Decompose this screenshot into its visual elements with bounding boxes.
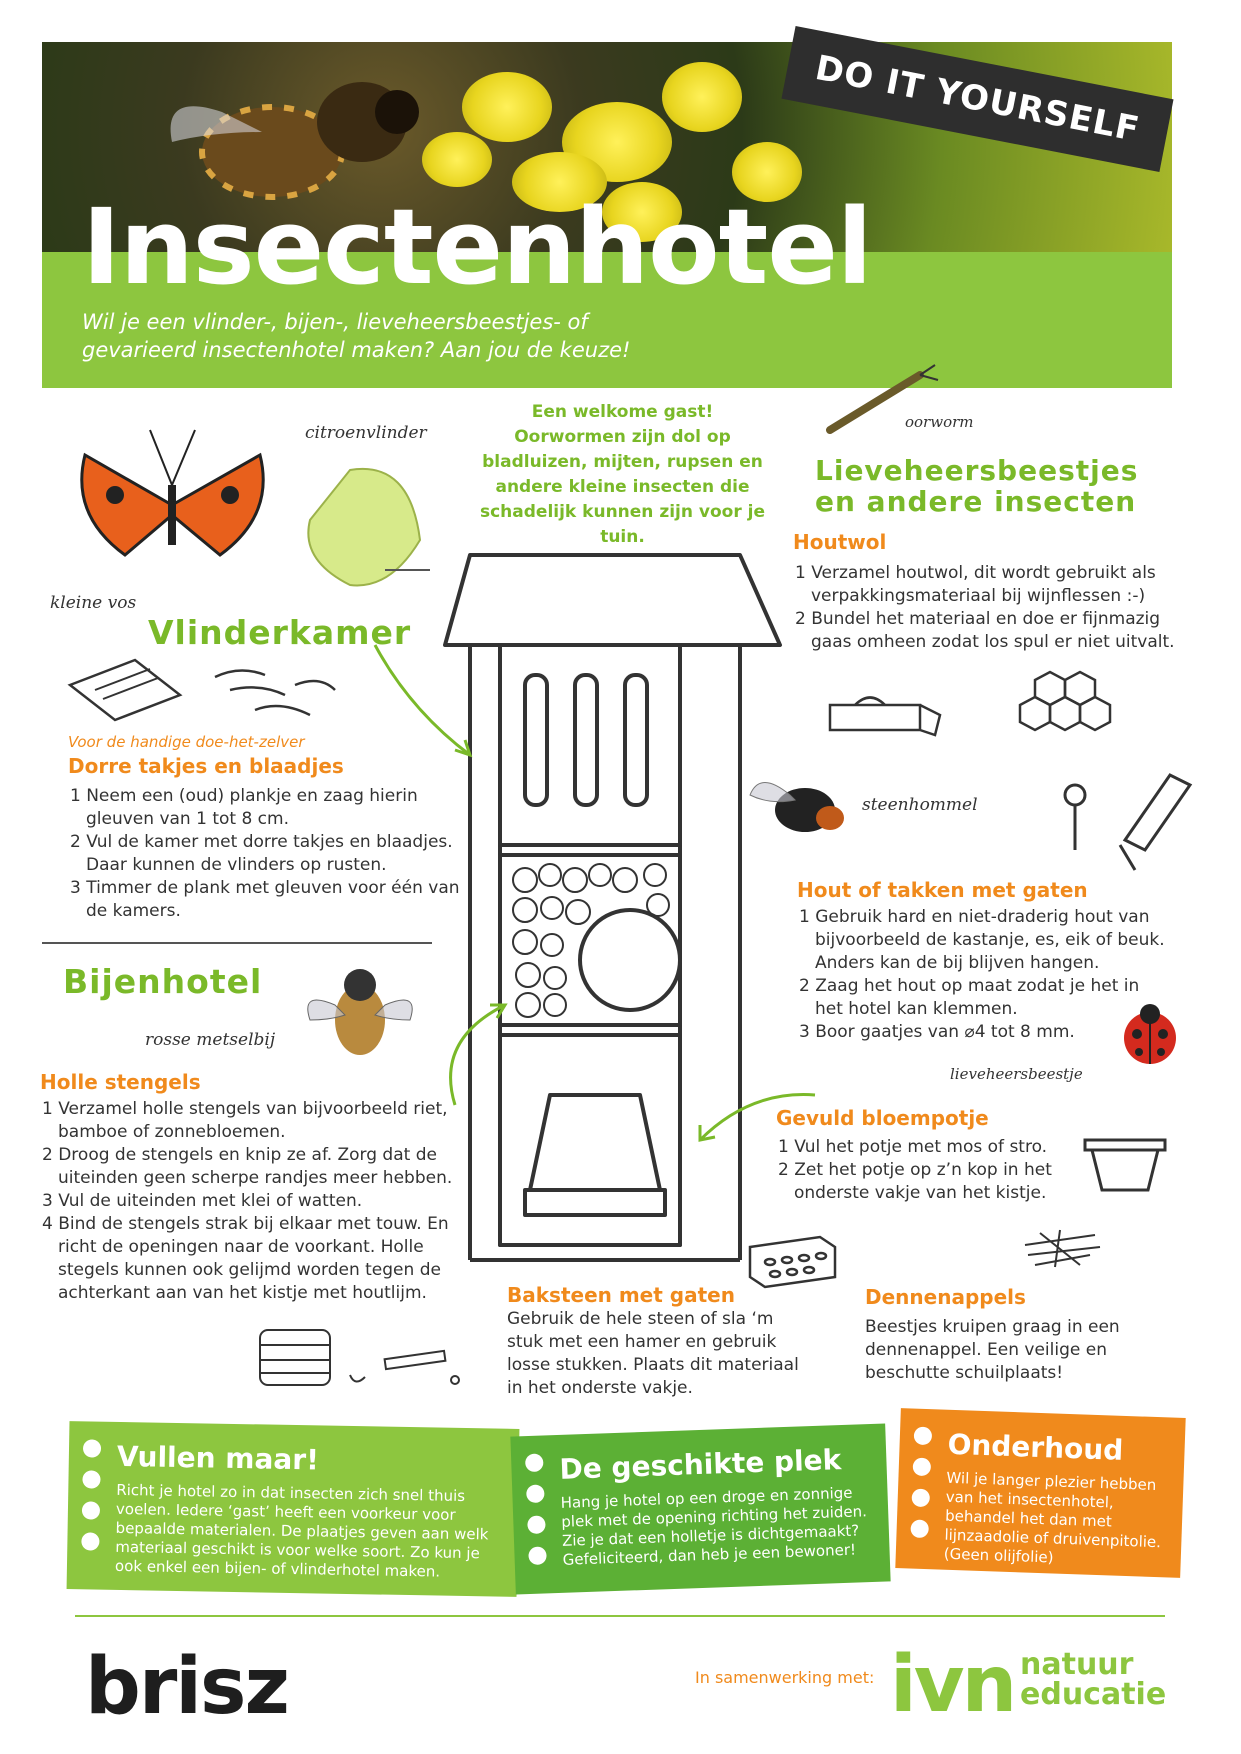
bundled-stems-icon — [255, 1315, 465, 1395]
label-rosse-metselbij: rosse metselbij — [145, 1030, 276, 1050]
card-text: Wil je langer plezier hebben van het insectenhotel, behandel het dan met lijnzaadolie of druivenpitolie. (Geen olijfolie) — [943, 1468, 1162, 1567]
card-dots — [81, 1439, 101, 1563]
straw-icon — [1020, 1225, 1105, 1270]
ivn-logo-text — [1020, 1647, 1167, 1712]
houtwol-and-mesh-icon — [825, 665, 1125, 745]
twigs-and-leaves-icon — [65, 655, 340, 735]
dennenappels-text: Beestjes kruipen graag in een dennenappel. Een veilige en beschutte schuilplaats! — [865, 1317, 1120, 1383]
hout-subheading: Hout of takken met gaten — [797, 878, 1088, 902]
label-oorworm: oorworm — [905, 413, 974, 431]
insect-hotel-illustration — [440, 550, 785, 1265]
diy-badge: DO IT YOURSELF — [781, 26, 1173, 172]
houtwol-subheading: Houtwol — [793, 530, 887, 554]
ivn-line2: educatie — [1020, 1677, 1167, 1712]
card-dots — [910, 1427, 932, 1552]
baksteen-subheading: Baksteen met gaten — [507, 1283, 735, 1307]
tip-oorworm: Een welkome gast! Oorwormen zijn dol op bladluizen, mijten, rupsen en andere kleine insecten die schadelijk kunnen zijn voor je tuin. — [479, 402, 765, 547]
list-item: 2 Zaag het hout op maat zodat je het in het hotel kan klemmen. — [799, 976, 1140, 1019]
card-vullen-maar — [67, 1421, 520, 1597]
card-title: Vullen maar! — [116, 1439, 320, 1477]
houtwol-steps — [793, 562, 1178, 654]
label-steenhommel: steenhommel — [862, 795, 978, 815]
bloempotje-subheading: Gevuld bloempotje — [776, 1106, 989, 1130]
list-item: 2 Vul de kamer met dorre takjes en blaadjes. Daar kunnen de vlinders op rusten. — [70, 832, 453, 875]
ladybug-icon — [1115, 1000, 1185, 1070]
list-item: 3 Vul de uiteinden met klei of watten. — [42, 1191, 363, 1211]
bee-steenhommel-icon — [745, 770, 855, 845]
label-kleine-vos: kleine vos — [50, 593, 137, 613]
ivn-line1: natuur — [1020, 1647, 1134, 1682]
arrow-to-bijenhotel — [435, 1000, 515, 1110]
vlinderkamer-subheading: Dorre takjes en blaadjes — [68, 754, 344, 778]
arrow-to-vlinderkamer — [370, 640, 480, 760]
list-item: 3 Boor gaatjes van ⌀4 tot 8 mm. — [799, 1022, 1075, 1042]
bijenhotel-heading: Bijenhotel — [63, 962, 263, 1001]
card-text: Richt je hotel zo in dat insecten zich snel thuis voelen. Iedere ‘gast’ heeft een voorkeur voor bepaalde materialen. De plaatjes geven aan welk materiaal geschikt is voor welke soort. Zo kun je ook enkel een bijen- of vlinderhotel maken. — [114, 1480, 489, 1581]
list-item: 1 Neem een (oud) plankje en zaag hierin gleuven van 1 tot 8 cm. — [70, 786, 418, 829]
vlinderkamer-kicker: Voor de handige doe-het-zelver — [68, 733, 305, 751]
butterfly-citroenvlinder-icon — [290, 460, 440, 600]
butterfly-kleine-vos-icon — [65, 425, 280, 585]
baksteen-text: Gebruik de hele steen of sla ‘m stuk met een hamer en gebruik losse stukken. Plaats dit materiaal in het onderste vakje. — [507, 1309, 799, 1398]
card-onderhoud — [895, 1408, 1185, 1578]
vlinderkamer-heading: Vlinderkamer — [148, 613, 412, 652]
bee-metselbij-icon — [300, 960, 430, 1070]
list-item: 4 Bind de stengels strak bij elkaar met touw. En richt de openingen naar de voorkant. Holle stegels kunnen ook gelijmd worden tegen de achterkant aan van het kistje met houtlijm. — [42, 1214, 449, 1303]
list-item: 1 Verzamel holle stengels van bijvoorbeeld riet, bamboe of zonnebloemen. — [42, 1099, 448, 1142]
bijenhotel-steps — [40, 1098, 460, 1305]
list-item: 3 Timmer de plank met gleuven voor één van de kamers. — [70, 878, 460, 921]
card-title: Onderhoud — [947, 1427, 1124, 1467]
list-item: 2 Bundel het materiaal en doe er fijnmazig gaas omheen zodat los spul er niet uitvalt. — [795, 609, 1175, 652]
brisz-logo: brisz — [85, 1642, 288, 1732]
vlinderkamer-steps — [68, 785, 468, 923]
footer-divider — [75, 1615, 1165, 1617]
collab-label: In samenwerking met: — [695, 1668, 875, 1687]
dennenappels-subheading: Dennenappels — [865, 1285, 1026, 1309]
flowerpot-icon — [1080, 1135, 1170, 1195]
card-text: Hang je hotel op een droge en zonnige plek met de opening richting het zuiden. Zie je dat een holletje is dichtgemaakt? Gefeliciteerd, dan heb je een bewoner! — [560, 1483, 868, 1569]
label-citroenvlinder: citroenvlinder — [305, 423, 427, 443]
list-item: 1 Verzamel houtwol, dit wordt gebruikt als verpakkingsmateriaal bij wijnflessen :-) — [795, 563, 1156, 606]
lieveheers-heading: Lieveheersbeestjes en andere insecten — [815, 454, 1139, 518]
label-lieveheersbeestje: lieveheersbeestje — [950, 1065, 1083, 1083]
card-geschikte-plek — [510, 1424, 890, 1595]
brick-icon — [745, 1232, 840, 1292]
divider — [42, 942, 432, 944]
bijenhotel-subheading: Holle stengels — [40, 1070, 201, 1094]
list-item: 1 Vul het potje met mos of stro. — [778, 1137, 1048, 1157]
page-subtitle: Wil je een vlinder-, bijen-, lieveheersbeestjes- of gevarieerd insectenhotel maken? Aan jou de keuze! — [82, 310, 631, 362]
list-item: 2 Zet het potje op z’n kop in het onderste vakje van het kistje. — [778, 1160, 1052, 1203]
list-item: 2 Droog de stengels en knip ze af. Zorg dat de uiteinden geen scherpe randjes meer hebben. — [42, 1145, 453, 1188]
card-dots — [525, 1453, 547, 1578]
list-item: 1 Gebruik hard en niet-draderig hout van bijvoorbeeld de kastanje, es, eik of beuk. Anders kan de bij blijven hangen. — [799, 907, 1165, 973]
card-title: De geschikte plek — [558, 1443, 842, 1486]
page-title: Insectenhotel — [82, 186, 872, 308]
bloempotje-steps — [776, 1136, 1066, 1205]
saw-and-drill-icon — [1050, 765, 1220, 875]
ivn-logo: ivn — [890, 1640, 1015, 1730]
